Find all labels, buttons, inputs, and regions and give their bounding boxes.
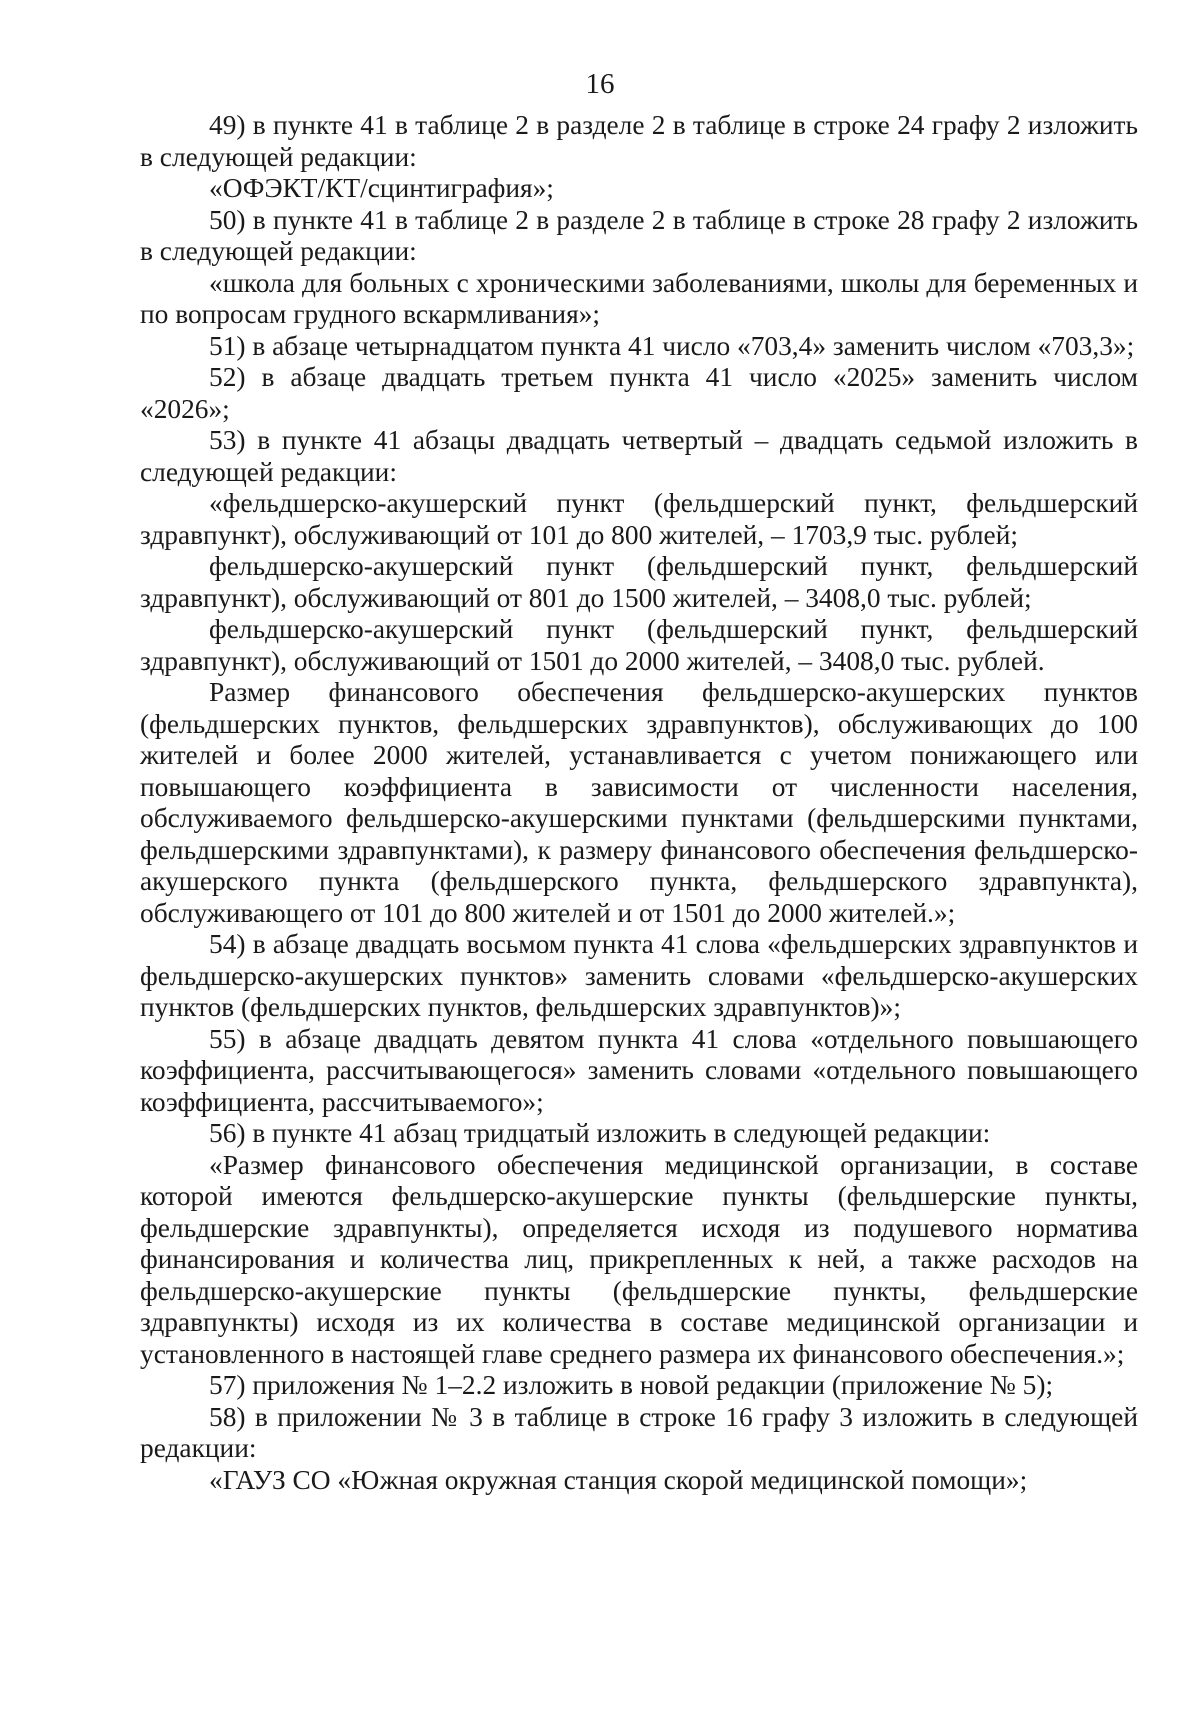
paragraph-55: 55) в абзаце двадцать девятом пункта 41 слова «отдельного повышающего коэффициента, рассчитывающегося» заменить словами «отдельного повышающего коэффициента, рассчитываемого»; [140, 1023, 1138, 1117]
paragraph-56-quote: «Размер финансового обеспечения медицинской организации, в составе которой имеются фельдшерско-акушерские пункты (фельдшерские пункты, фельдшерские здравпункты), определяется исходя из подушевого норматива финансирования и количества лиц, прикрепленных к ней, а также расходов на фельдшерско-акушерские пункты (фельдшерские пункты, фельдшерские здравпункты) исходя из их количества в составе медицинской организации и установленного в настоящей главе среднего размера их финансового обеспечения.»; [140, 1149, 1138, 1369]
paragraph-49-quote: «ОФЭКТ/КТ/сцинтиграфия»; [209, 173, 554, 203]
page-number: 16 [585, 68, 615, 100]
paragraph-50: 50) в пункте 41 в таблице 2 в разделе 2 в таблице в строке 28 графу 2 изложить в следующей редакции: [140, 204, 1138, 266]
paragraph-53: 53) в пункте 41 абзацы двадцать четвертый – двадцать седьмой изложить в следующей редакции: [140, 425, 1138, 487]
paragraph-53-quote-1: «фельдшерско-акушерский пункт (фельдшерский пункт, фельдшерский здравпункт), обслуживающий от 101 до 800 жителей, – 1703,9 тыс. рублей; [140, 488, 1138, 550]
paragraph-58-quote: «ГАУЗ СО «Южная окружная станция скорой медицинской помощи»; [209, 1464, 1028, 1495]
paragraph-51: 51) в абзаце четырнадцатом пункта 41 число «703,4» заменить числом «703,3»; [209, 330, 1135, 361]
paragraph-52: 52) в абзаце двадцать третьем пункта 41 число «2025» заменить числом «2026»; [140, 362, 1138, 424]
paragraph-58: 58) в приложении № 3 в таблице в строке 16 графу 3 изложить в следующей редакции: [140, 1401, 1138, 1463]
paragraph-53-quote-2: фельдшерско-акушерский пункт (фельдшерский пункт, фельдшерский здравпункт), обслуживающий от 801 до 1500 жителей, – 3408,0 тыс. рублей; [140, 551, 1138, 613]
paragraph-56: 56) в пункте 41 абзац тридцатый изложить в следующей редакции: [209, 1118, 991, 1148]
paragraph-50-quote: «школа для больных с хроническими заболеваниями, школы для беременных и по вопросам грудного вскармливания»; [140, 267, 1138, 329]
document-body [140, 110, 1138, 1496]
paragraph-53-quote-3: фельдшерско-акушерский пункт (фельдшерский пункт, фельдшерский здравпункт), обслуживающий от 1501 до 2000 жителей, – 3408,0 тыс. рублей. [140, 614, 1138, 676]
paragraph-54: 54) в абзаце двадцать восьмом пункта 41 слова «фельдшерских здравпунктов и фельдшерско-акушерских пунктов» заменить словами «фельдшерско-акушерских пунктов (фельдшерских пунктов, фельдшерских здравпунктов)»; [140, 929, 1138, 1022]
paragraph-57: 57) приложения № 1–2.2 изложить в новой редакции (приложение № 5); [209, 1370, 1054, 1400]
paragraph-49: 49) в пункте 41 в таблице 2 в разделе 2 в таблице в строке 24 графу 2 изложить в следующей редакции: [140, 110, 1138, 172]
paragraph-53-quote-4: Размер финансового обеспечения фельдшерско-акушерских пунктов (фельдшерских пунктов, фельдшерских здравпунктов), обслуживающих до 100 жителей и более 2000 жителей, устанавливается с учетом понижающего или повышающего коэффициента в зависимости от численности населения, обслуживаемого фельдшерско-акушерскими пунктами (фельдшерскими пунктами, фельдшерскими здравпунктами), к размеру финансового обеспечения фельдшерско-акушерского пункта (фельдшерского пункта, фельдшерского здравпункта), обслуживающего от 101 до 800 жителей и от 1501 до 2000 жителей.»; [140, 677, 1138, 928]
